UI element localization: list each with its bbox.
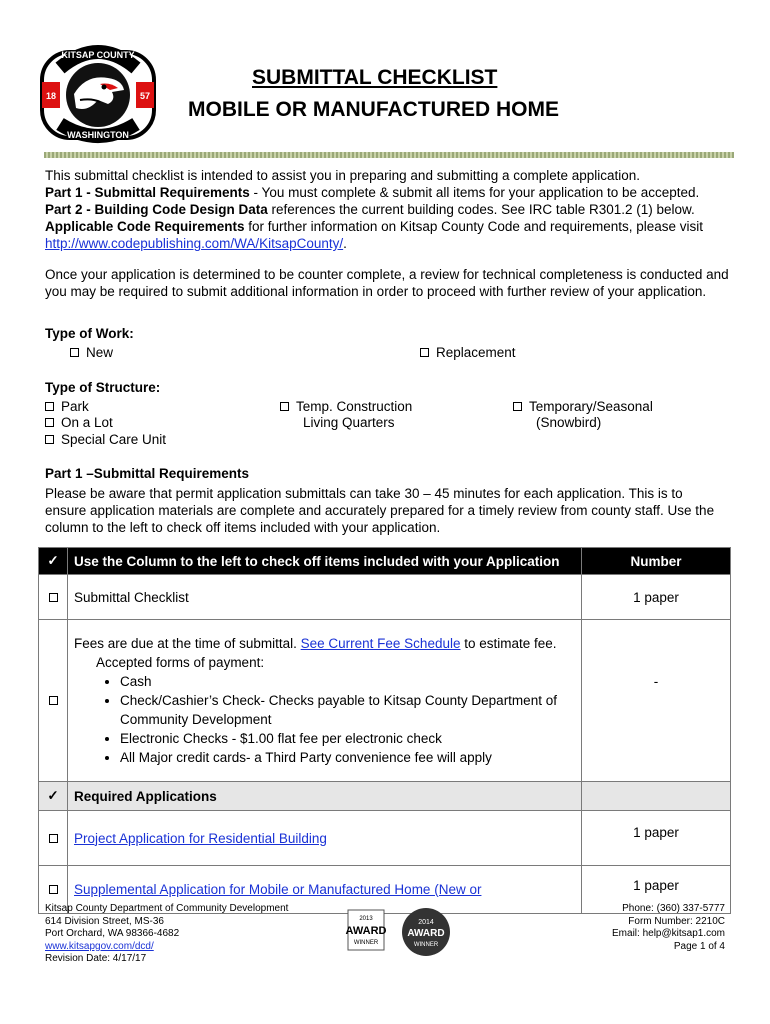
page-number: Page 1 of 4	[673, 940, 725, 952]
code-line	[45, 218, 735, 235]
page-title-line2: MOBILE OR MANUFACTURED HOME	[188, 98, 559, 121]
page-title-line1: SUBMITTAL CHECKLIST	[252, 66, 498, 89]
part2-line	[45, 201, 735, 218]
intro-line: This submittal checklist is intended to assist you in preparing and submitting a complete application.	[45, 168, 641, 183]
kitsap-county-seal-logo	[38, 38, 158, 148]
project-application-link[interactable]: Project Application for Residential Building	[74, 830, 327, 846]
header-number: Number	[582, 548, 731, 575]
checkbox-park[interactable]	[45, 402, 54, 411]
checkbox-special-care-unit[interactable]	[45, 435, 54, 444]
svg-text:2013: 2013	[359, 916, 373, 922]
table-header	[39, 548, 731, 575]
svg-text:WINNER: WINNER	[353, 940, 379, 946]
checkbox-supplemental-application[interactable]	[49, 885, 58, 894]
accepted-payments-label: Accepted forms of payment:	[96, 655, 265, 670]
header-description: Use the Column to the left to check off items included with your Application	[68, 548, 582, 575]
part1-line	[45, 184, 735, 201]
type-of-work-label: Type of Work:	[45, 326, 134, 341]
type-of-structure-label: Type of Structure:	[45, 380, 161, 395]
payment-item: • Check/Cashier’s Check- Checks payable to Kitsap County Department of Community Development	[120, 691, 575, 729]
footer-address: Kitsap County Department of Community Development 614 Division Street, MS-36 Port Orchard, WA 98366-4682 www.kitsapgov.com/dcd/ Revision Date: 4/17/17	[45, 903, 289, 964]
svg-text:WINNER: WINNER	[413, 942, 439, 948]
part2-label: Part 2 - Building Code Design Data	[45, 202, 268, 217]
svg-text:AWARD: AWARD	[345, 925, 387, 937]
logo-left-num: 18	[45, 91, 57, 101]
checkbox-temp-construction[interactable]	[280, 402, 289, 411]
checkbox-on-a-lot[interactable]	[45, 418, 54, 427]
section-check-mark: ✓	[39, 782, 68, 811]
option-temp-construction[interactable]: Temp. Construction	[280, 398, 412, 415]
footer-contact: Phone: (360) 337-5777 Form Number: 2210C Email: help@kitsap1.com Page 1 of 4	[612, 903, 725, 952]
section-row-required-applications	[39, 782, 731, 811]
row-submittal-checklist-number: 1 paper	[582, 575, 731, 620]
temporary-seasonal-line2: (Snowbird)	[536, 415, 602, 430]
checkbox-submittal-checklist[interactable]	[49, 593, 58, 602]
svg-text:2014: 2014	[418, 919, 434, 926]
row-fees	[68, 620, 582, 782]
intro-section	[45, 167, 735, 252]
achievement-award-badge	[400, 906, 452, 958]
part1-heading: Part 1 –Submittal Requirements	[45, 466, 250, 481]
code-text: for further information on Kitsap County Code and requirements, please visit	[244, 219, 704, 234]
submittal-table	[38, 547, 731, 914]
row-supplemental-application-number: 1 paper	[582, 866, 731, 914]
part1-text: Please be aware that permit application submittals can take 30 – 45 minutes for each application. This is to ensure application materials are complete and accurately prepared for a timely review from county staff. Use the column to the left to check off items included with your application.	[45, 486, 715, 535]
logo-right-num: 57	[139, 91, 151, 101]
revision-date: Revision Date: 4/17/17	[45, 953, 147, 964]
option-special-care-unit[interactable]: Special Care Unit	[45, 431, 166, 448]
payment-item: • All Major credit cards- a Third Party convenience fee will apply	[120, 748, 575, 767]
checkbox-project-application[interactable]	[49, 834, 58, 843]
part2-text: references the current building codes. See IRC table R301.2 (1) below.	[267, 202, 695, 217]
option-temporary-seasonal[interactable]: Temporary/Seasonal	[513, 398, 653, 415]
code-link-line	[45, 235, 735, 252]
row-submittal-checklist: Submittal Checklist	[68, 575, 582, 620]
fees-line: Fees are due at the time of submittal. See Current Fee Schedule to estimate fee.	[74, 636, 557, 651]
option-park[interactable]: Park	[45, 398, 89, 415]
section-heading: Required Applications	[68, 782, 582, 811]
codepublishing-link[interactable]: http://www.codepublishing.com/WA/KitsapCounty/	[45, 236, 344, 251]
temp-construction-line2: Living Quarters	[303, 415, 395, 430]
logo-top-text: KITSAP COUNTY	[61, 50, 135, 60]
header-check-mark: ✓	[39, 548, 68, 575]
code-label: Applicable Code Requirements	[45, 219, 245, 234]
achievement-award-badge	[340, 906, 392, 958]
row-fees-number: -	[582, 620, 731, 782]
row-project-application-number: 1 paper	[582, 811, 731, 866]
table-row	[39, 811, 731, 866]
payment-item: • Electronic Checks - $1.00 flat fee per electronic check	[120, 729, 575, 748]
dcd-website-link[interactable]: www.kitsapgov.com/dcd/	[45, 940, 154, 952]
option-replacement[interactable]: Replacement	[420, 344, 516, 361]
title-divider	[44, 152, 734, 158]
fee-schedule-link[interactable]: See Current Fee Schedule	[300, 636, 461, 651]
part1-label: Part 1 - Submittal Requirements	[45, 185, 250, 200]
payment-item: • Cash	[120, 672, 575, 691]
checkbox-temporary-seasonal[interactable]	[513, 402, 522, 411]
code-end: .	[343, 236, 347, 251]
payment-list	[74, 672, 575, 767]
table-row	[39, 620, 731, 782]
supplemental-application-link[interactable]: Supplemental Application for Mobile or Manufactured Home (New or	[74, 882, 482, 897]
svg-text:AWARD: AWARD	[407, 928, 445, 939]
checkbox-new[interactable]	[70, 348, 79, 357]
logo-bottom-text: WASHINGTON	[67, 130, 129, 140]
review-note: Once your application is determined to be counter complete, a review for technical completeness is conducted and you may be required to submit additional information in order to proceed with further review of your application.	[45, 267, 729, 299]
checkbox-replacement[interactable]	[420, 348, 429, 357]
option-on-a-lot[interactable]: On a Lot	[45, 414, 113, 431]
option-new[interactable]: New	[70, 344, 113, 361]
part1-text: - You must complete & submit all items for your application to be accepted.	[249, 185, 700, 200]
table-row	[39, 575, 731, 620]
checkbox-fees[interactable]	[49, 696, 58, 705]
